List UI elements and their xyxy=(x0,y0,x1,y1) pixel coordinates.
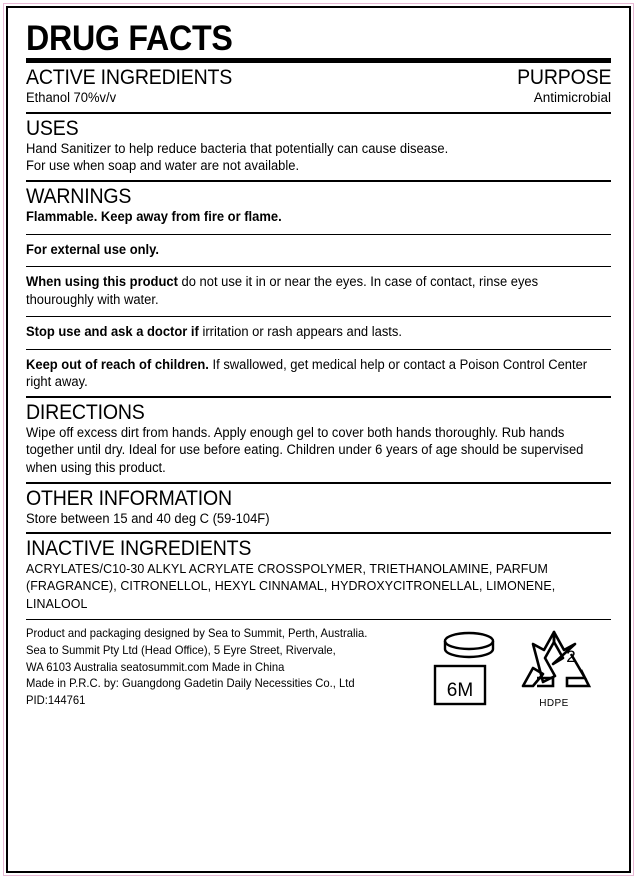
divider-warning-2 xyxy=(26,266,611,267)
warning-flammable: Flammable. Keep away from fire or flame. xyxy=(26,209,282,225)
footer-line-4: Made in P.R.C. by: Guangdong Gadetin Daily Necessities Co., Ltd xyxy=(26,677,355,691)
recycle-number-text: 2 xyxy=(566,646,576,666)
footer-line-2: Sea to Summit Pty Ltd (Head Office), 5 Eyre Street, Rivervale, xyxy=(26,643,336,657)
symbols-group xyxy=(431,626,611,713)
inactive-ingredients-heading: INACTIVE INGREDIENTS xyxy=(26,537,252,561)
other-information-text: Store between 15 and 40 deg C (59-104F) xyxy=(26,510,270,526)
warning-keep-out-bold: Keep out of reach of children. xyxy=(26,356,209,372)
divider-warning-1 xyxy=(26,234,611,235)
active-ingredients-values-row xyxy=(26,89,611,107)
footer-line-5: PID:144761 xyxy=(26,694,86,708)
recycle-material-label: HDPE xyxy=(539,697,569,709)
purpose-value: Antimicrobial xyxy=(533,90,611,106)
other-information-heading: OTHER INFORMATION xyxy=(26,486,232,510)
active-ingredients-heading: ACTIVE INGREDIENTS xyxy=(26,66,233,90)
directions-heading: DIRECTIONS xyxy=(26,400,145,424)
uses-heading: USES xyxy=(26,116,79,140)
page-title: DRUG FACTS xyxy=(26,19,233,58)
footer-line-1: Product and packaging designed by Sea to Summit, Perth, Australia. xyxy=(26,626,368,640)
divider-other-information xyxy=(26,482,611,484)
divider-warning-4 xyxy=(26,349,611,350)
recycle-triangle-icon xyxy=(515,628,593,694)
footer-text-block xyxy=(26,626,378,710)
uses-line-1: Hand Sanitizer to help reduce bacteria that potentially can cause disease. xyxy=(26,140,449,156)
warning-external-use: For external use only. xyxy=(26,241,160,257)
warning-stop-use xyxy=(26,323,588,341)
divider-directions xyxy=(26,396,611,398)
warning-when-using-text: do not use it in or near the eyes. In case of contact, rinse eyes thouroughly with water. xyxy=(26,274,539,307)
divider-warning-3 xyxy=(26,316,611,317)
purpose-heading: PURPOSE xyxy=(516,66,611,90)
recycling-symbol xyxy=(515,628,593,709)
warning-stop-use-bold: Stop use and ask a doctor if xyxy=(26,324,199,340)
directions-text: Wipe off excess dirt from hands. Apply enough gel to cover both hands thoroughly. Rub hands together until dry. Ideal for use before eating. Children under 6 years of age should be supervised when using this product. xyxy=(26,424,584,475)
warning-stop-use-text: irritation or rash appears and lasts. xyxy=(198,324,402,340)
divider-uses xyxy=(26,112,611,114)
active-ingredient-value: Ethanol 70%v/v xyxy=(26,90,117,106)
drug-facts-panel xyxy=(6,6,631,873)
pao-icon xyxy=(431,628,497,708)
divider-warnings xyxy=(26,180,611,182)
warning-when-using-bold: When using this product xyxy=(26,274,178,290)
inactive-ingredients-text: ACRYLATES/C10-30 ALKYL ACRYLATE CROSSPOLYMER, TRIETHANOLAMINE, PARFUM (FRAGRANCE), CITRONELLOL, HEXYL CINNAMAL, HYDROXYCITRONELLAL, LIMONENE, LINALOOL xyxy=(26,561,556,611)
footer-line-3: WA 6103 Australia seatosummit.com Made in China xyxy=(26,660,285,674)
active-ingredients-header-row xyxy=(26,67,611,89)
period-after-opening-symbol xyxy=(431,628,497,713)
divider-thick xyxy=(26,58,611,63)
warning-when-using xyxy=(26,273,588,308)
uses-line-2: For use when soap and water are not available. xyxy=(26,158,300,174)
divider-footer xyxy=(26,619,611,620)
footer xyxy=(26,626,611,713)
divider-inactive xyxy=(26,532,611,534)
warning-keep-out-text: If swallowed, get medical help or contact a Poison Control Center right away. xyxy=(26,356,588,390)
warnings-heading: WARNINGS xyxy=(26,184,132,208)
pao-months-text: 6M xyxy=(446,679,474,701)
warning-keep-out-of-reach xyxy=(26,356,588,391)
